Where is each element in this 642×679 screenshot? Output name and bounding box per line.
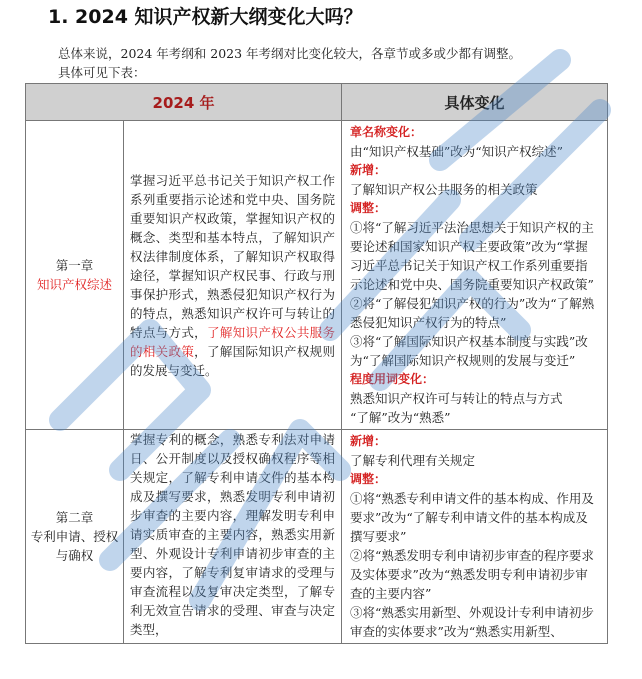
chapter-1-content [124,121,342,430]
chapter-1-number: 第一章 [55,258,94,273]
change-text-degree-2: “了解”改为“熟悉” [350,410,451,425]
table-row-chapter-1 [26,121,608,430]
header-2024: 2024 年 [26,84,342,121]
change-text-adjust-2: ②将“了解侵犯知识产权的行为”改为“了解熟悉侵犯知识产权行为的特点” [350,296,595,330]
chapter-1-text-b: ，了解国际知识产权规则的发展与变迁。 [130,343,335,378]
header-changes: 具体变化 [342,84,608,121]
chapter-2-cell [26,430,124,644]
change-text-adjust-1: ①将“了解习近平法治思想关于知识产权的主要论述和国家知识产权主要政策”改为“掌握习近平总书记关于知识产权工作系列重要指示论述和党中央、国务院重要知识产权政策” [350,220,594,292]
chapter-2-name: 专利申请、授权与确权 [30,529,119,563]
chapter-2-number: 第二章 [55,510,94,525]
change2-label-new: 新增： [350,434,387,448]
chapter-2-content: 掌握专利的概念，熟悉专利法对申请日、公开制度以及授权确权程序等相关规定，了解专利申请文件的基本构成及撰写要求，熟悉发明专利申请初步审查的主要内容，理解发明专利申请实质审查的主要内容，熟悉实用新型、外观设计专利申请初步审查的主要内容，了解专利复审请求的受理与审查流程以及复审决定类型，了解专利无效宣告请求的受理、审查与决定类型， [124,430,342,644]
change-label-degree: 程度用词变化： [350,372,435,386]
intro-text [58,44,521,82]
change-text-adjust-3: ③将“了解国际知识产权基本制度与实践”改为“了解国际知识产权规则的发展与变迁” [350,334,588,368]
change2-text-adjust-2: ②将“熟悉发明专利申请初步审查的程序要求及实体要求”改为“熟悉发明专利申请初步审查的主要内容” [350,548,594,601]
intro-line-1: 总体来说，2024 年考纲和 2023 年考纲对比变化较大，各章节或多或少都有调整。 [58,46,522,61]
change-text-new: 了解知识产权公共服务的相关政策 [350,182,538,197]
change-label-new: 新增： [350,163,387,177]
comparison-table [25,83,608,644]
chapter-1-highlight: 了解知识产权公共服务的相关政策 [130,324,335,359]
page-title: 1. 2024 知识产权新大纲变化大吗？ [48,6,363,28]
change-label-adjust: 调整： [350,201,387,215]
change-text-rename: 由“知识产权基础”改为“知识产权综述” [350,144,564,159]
change2-label-adjust: 调整： [350,472,387,486]
change-label-rename: 章名称变化： [350,125,423,139]
intro-line-2: 具体可见下表： [58,65,146,80]
chapter-1-text-a: 掌握习近平总书记关于知识产权工作系列重要指示论述和党中央、国务院重要知识产权政策，掌握知识产权的概念、类型和基本特点，了解知识产权法律制度体系，了解知识产权取得途径，掌握知识产权民事、行政与刑事保护形式，熟悉侵犯知识产权行为的特点，熟悉知识产权许可与转让的特点与方式， [130,172,336,340]
change2-text-adjust-1: ①将“熟悉专利申请文件的基本构成、作用及要求”改为“了解专利申请文件的基本构成及撰写要求” [350,491,594,544]
chapter-1-name: 知识产权综述 [36,277,112,292]
change2-text-adjust-3: ③将“熟悉实用新型、外观设计专利申请初步审查的实体要求”改为“熟悉实用新型、 [350,605,594,639]
chapter-2-changes [342,430,608,644]
chapter-1-cell [26,121,124,430]
table-header-row [26,84,608,121]
chapter-1-changes [342,121,608,430]
change-text-degree-1: 熟悉知识产权许可与转让的特点与方式 [350,391,563,406]
table-row-chapter-2 [26,430,608,644]
change2-text-new: 了解专利代理有关规定 [350,453,476,468]
